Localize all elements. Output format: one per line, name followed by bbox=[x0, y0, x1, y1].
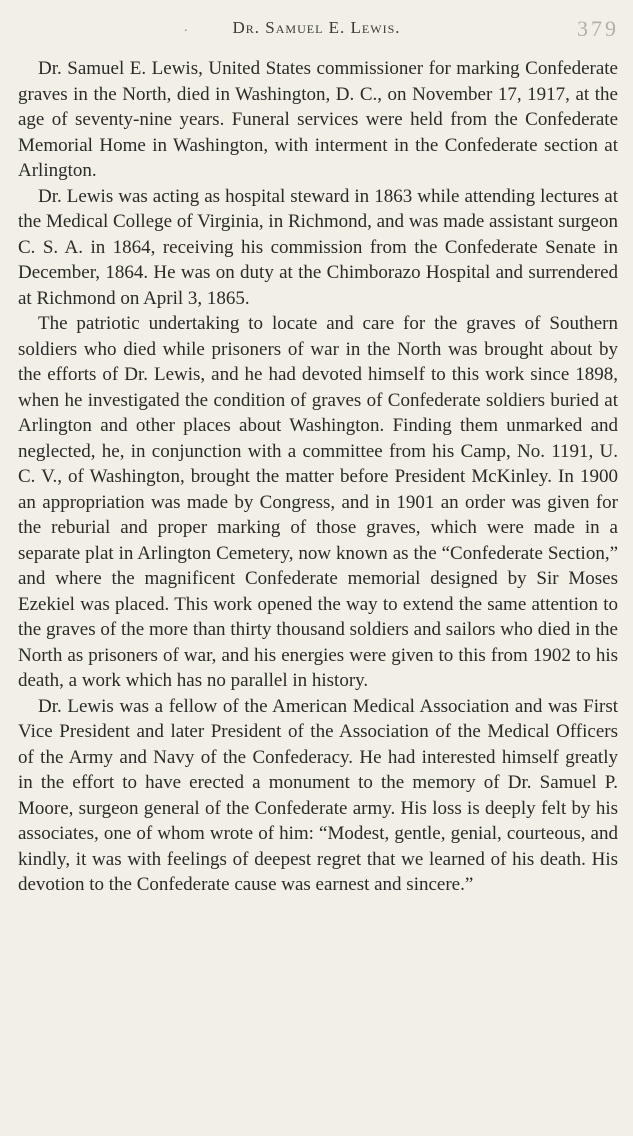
paragraph-1: Dr. Samuel E. Lewis, United States commissioner for marking Confederate graves in the North, died in Washington, D. C., on November 17, 1917, at the age of seventy-nine years. Funeral services were held from the Confederate Memorial Home in Washington, with interment in the Confederate section at Arlington. bbox=[18, 58, 618, 181]
running-header bbox=[0, 16, 633, 42]
paragraph-4: Dr. Lewis was a fellow of the American Medical Association and was First Vice President and later President of the Association of the Medical Officers of the Army and Navy of the Confederacy. He had interested himself greatly in the effort to have erected a monument to the memory of Dr. Samuel P. Moore, surgeon general of the Confederate army. His loss is deeply felt by his associates, one of whom wrote of him: “Modest, gentle, genial, courteous, and kindly, it was with feelings of deepest regret that we learned of his death. His devotion to the Confederate cause was earnest and sincere.” bbox=[18, 695, 618, 895]
paragraph-2: Dr. Lewis was acting as hospital steward in 1863 while attending lectures at the Medical College of Virginia, in Richmond, and was made assistant surgeon C. S. A. in 1864, receiving his commission from the Confederate Senate in December, 1864. He was on duty at the Chimborazo Hospital and surrendered at Richmond on April 3, 1865. bbox=[18, 185, 618, 309]
page-title: Dr. Samuel E. Lewis. bbox=[232, 18, 401, 37]
paragraph-3: The patriotic undertaking to locate and care for the graves of Southern soldiers who died while prisoners of war in the North was brought about by the efforts of Dr. Lewis, and he had devoted himself to this work since 1898, when he investigated the condition of graves of Confederate soldiers buried at Arlington and other places about Washington. Finding them unmarked and neglected, he, in conjunction with a committee from his Camp, No. 1191, U. C. V., of Washington, brought the matter before President McKinley. In 1900 an appropriation was made by Congress, and in 1901 an order was given for the reburial and proper marking of those graves, which were made in a separate plat in Arlington Cemetery, now known as the “Confederate Section,” and where the magnificent Confederate memorial designed by Sir Moses Ezekiel was placed. This work opened the way to extend the same attention to the graves of the more than thirty thousand soldiers and sailors who died in the North as prisoners of war, and his energies were given to this from 1902 to his death, a work which has no parallel in history. bbox=[18, 313, 618, 691]
page-number: 379 bbox=[577, 16, 619, 41]
header-dot: . bbox=[184, 20, 188, 35]
article-body bbox=[18, 56, 618, 898]
